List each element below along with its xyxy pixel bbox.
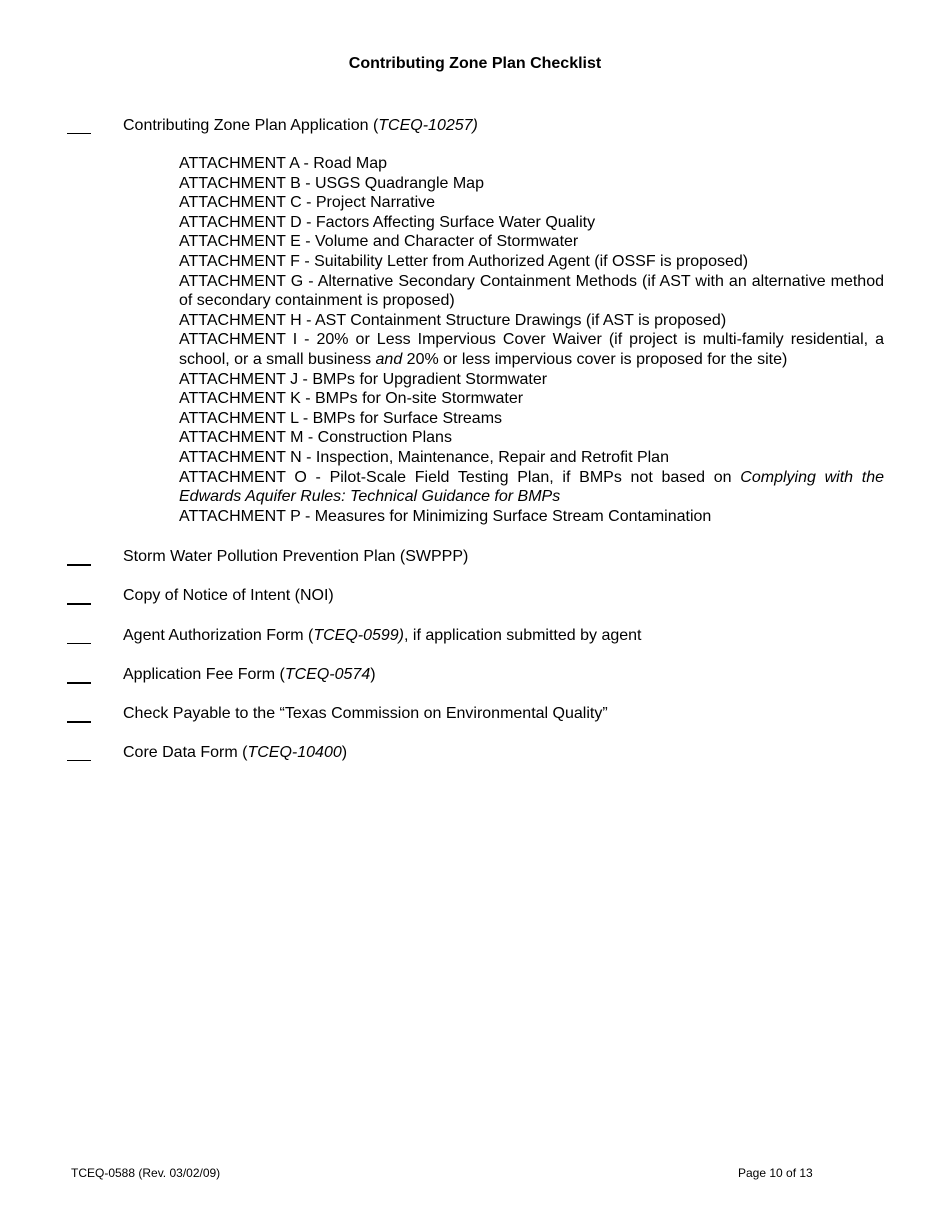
item-text: Storm Water Pollution Prevention Plan (SWPPP) bbox=[123, 548, 469, 565]
attachment-item: ATTACHMENT O - Pilot-Scale Field Testing Plan, if BMPs not based on Complying with the Edwards Aquifer Rules: Technical Guidance for BMPs bbox=[179, 468, 884, 506]
attachment-item: ATTACHMENT E - Volume and Character of Stormwater bbox=[179, 233, 579, 251]
attachment-item: ATTACHMENT D - Factors Affecting Surface Water Quality bbox=[179, 213, 596, 231]
item-text: Contributing Zone Plan Application (TCEQ-10257) bbox=[123, 117, 478, 134]
checkbox-blank[interactable] bbox=[67, 721, 91, 723]
checkbox-blank[interactable] bbox=[67, 760, 91, 761]
attachment-item: ATTACHMENT P - Measures for Minimizing Surface Stream Contamination bbox=[179, 507, 712, 525]
checklist-item-application bbox=[0, 114, 950, 138]
attachment-item: ATTACHMENT B - USGS Quadrangle Map bbox=[179, 174, 484, 192]
attachment-item: ATTACHMENT C - Project Narrative bbox=[179, 194, 436, 212]
checkbox-blank[interactable] bbox=[67, 564, 91, 566]
item-text: Check Payable to the “Texas Commission on Environmental Quality” bbox=[123, 705, 608, 722]
item-text: Copy of Notice of Intent (NOI) bbox=[123, 587, 334, 604]
page-title: Contributing Zone Plan Checklist bbox=[348, 55, 602, 72]
attachment-item: ATTACHMENT I - 20% or Less Impervious Cover Waiver (if project is multi-family residential, a school, or a small business and 20% or less impervious cover is proposed for the site) bbox=[179, 331, 884, 368]
checklist-item-noi bbox=[0, 584, 950, 608]
attachment-list bbox=[179, 154, 884, 526]
footer-form-id: TCEQ-0588 (Rev. 03/02/09) bbox=[71, 1166, 221, 1180]
checkbox-blank[interactable] bbox=[67, 133, 91, 134]
checkbox-blank[interactable] bbox=[67, 643, 91, 644]
attachment-item: ATTACHMENT N - Inspection, Maintenance, Repair and Retrofit Plan bbox=[179, 448, 669, 466]
item-text: Application Fee Form (TCEQ-0574) bbox=[123, 666, 376, 683]
attachment-item: ATTACHMENT G - Alternative Secondary Containment Methods (if AST with an alternative method of secondary containment is proposed) bbox=[179, 272, 884, 310]
attachment-item: ATTACHMENT H - AST Containment Structure Drawings (if AST is proposed) bbox=[179, 311, 727, 329]
checkbox-blank[interactable] bbox=[67, 603, 91, 605]
attachment-item: ATTACHMENT F - Suitability Letter from Authorized Agent (if OSSF is proposed) bbox=[179, 252, 749, 270]
attachment-item: ATTACHMENT A - Road Map bbox=[179, 155, 388, 172]
attachment-item: ATTACHMENT J - BMPs for Upgradient Stormwater bbox=[179, 370, 548, 388]
item-text: Core Data Form (TCEQ-10400) bbox=[123, 744, 348, 761]
checklist-item-core bbox=[0, 741, 950, 765]
attachment-item: ATTACHMENT M - Construction Plans bbox=[179, 429, 452, 447]
checkbox-blank[interactable] bbox=[67, 682, 91, 684]
attachment-item: ATTACHMENT K - BMPs for On-site Stormwater bbox=[179, 390, 524, 408]
item-text: Agent Authorization Form (TCEQ-0599), if application submitted by agent bbox=[123, 627, 642, 644]
checklist-item-agent bbox=[0, 624, 950, 648]
checklist-item-swppp bbox=[0, 545, 950, 569]
checklist-item-check bbox=[0, 702, 950, 726]
footer-page-number: Page 10 of 13 bbox=[738, 1166, 813, 1180]
attachment-item: ATTACHMENT L - BMPs for Surface Streams bbox=[179, 409, 503, 427]
checklist-item-fee bbox=[0, 663, 950, 687]
